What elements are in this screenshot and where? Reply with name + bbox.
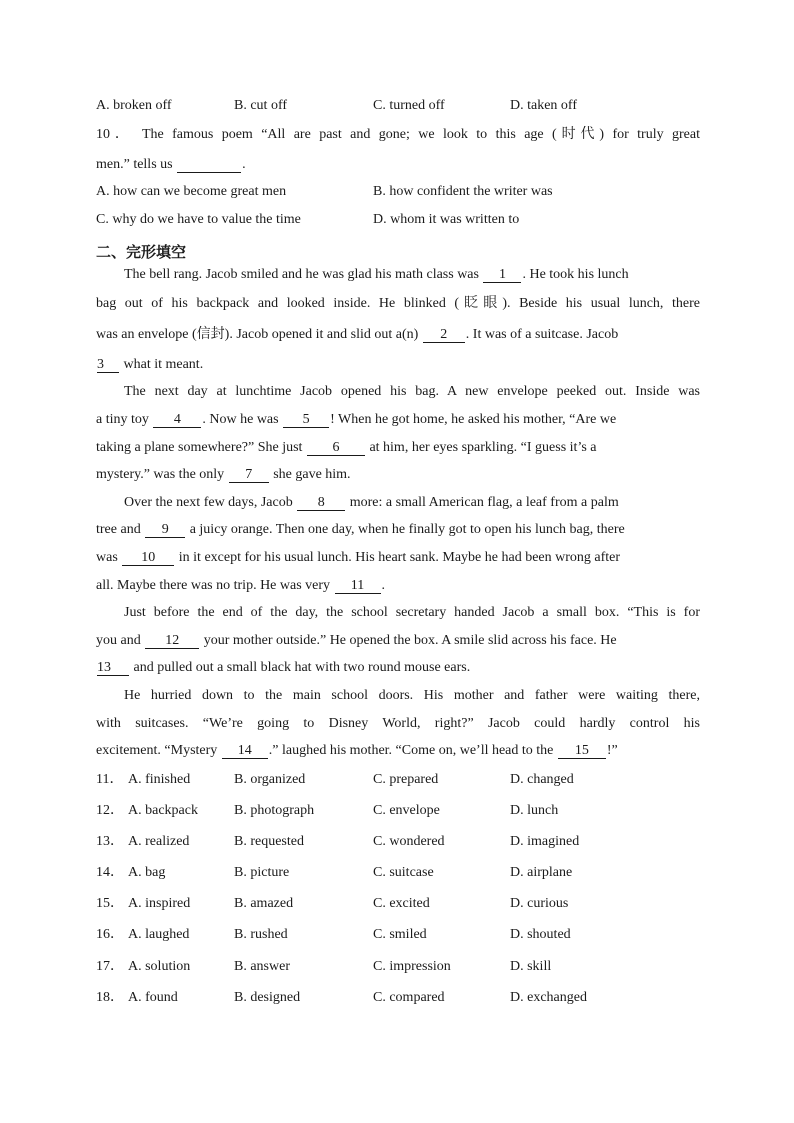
q10-option-a: A. how can we become great men	[96, 184, 287, 199]
option-d: D. exchanged	[510, 990, 587, 1005]
option-b: B. requested	[234, 834, 304, 849]
p5-text: excitement. “Mystery	[96, 743, 221, 758]
option-a: A. finished	[128, 772, 191, 787]
option-d: D. curious	[510, 896, 569, 911]
option-d: D. changed	[510, 772, 574, 787]
p4-text: your mother outside.” He opened the box. A smile slid across his face. He	[200, 633, 617, 648]
p5-line3	[96, 742, 618, 760]
question-number: 11．	[96, 772, 124, 787]
p2-text: . Now he was	[202, 412, 283, 427]
p1-line1	[124, 266, 629, 284]
p5-text: .” laughed his mother. “Come on, we’ll head to the	[268, 743, 557, 758]
p2-text: she gave him.	[269, 467, 351, 482]
p1-text: . It was of a suitcase. Jacob	[465, 327, 619, 342]
option-d: D. skill	[510, 959, 552, 974]
question-number: 15．	[96, 896, 124, 911]
p3-line4	[96, 577, 385, 595]
option-a: A. laughed	[128, 927, 190, 942]
option-d: D. imagined	[510, 834, 580, 849]
p5-line2: with suitcases. “We’re going to Disney World, right?” Jacob could hardly control his	[96, 716, 700, 731]
option-a: A. solution	[128, 959, 191, 974]
p2-text: a tiny toy	[96, 412, 153, 427]
option-b: B. picture	[234, 865, 290, 880]
question-number: 13．	[96, 834, 124, 849]
option-b: B. answer	[234, 959, 290, 974]
p3-text: in it except for his usual lunch. His heart sank. Maybe he had been wrong after	[175, 550, 621, 565]
option-b: B. photograph	[234, 803, 315, 818]
option-d: D. lunch	[510, 803, 559, 818]
option-b: B. organized	[234, 772, 306, 787]
option-c: C. envelope	[373, 803, 440, 818]
p2-line3	[96, 439, 597, 457]
p2-text: ! When he got home, he asked his mother, “Are we	[330, 412, 617, 427]
p1-text: what it meant.	[120, 357, 204, 372]
option-d: D. airplane	[510, 865, 573, 880]
option-c: C. smiled	[373, 927, 427, 942]
p3-text: .	[381, 578, 386, 593]
blank-3: 3	[97, 357, 119, 373]
q10-stem-end: .	[242, 157, 246, 172]
p5-line1: He hurried down to the main school doors. His mother and father were waiting there,	[124, 688, 700, 703]
p1-line4	[96, 356, 203, 374]
blank-10: 10	[122, 550, 174, 566]
p2-line4	[96, 466, 351, 484]
p2-text: at him, her eyes sparkling. “I guess it’s a	[365, 440, 597, 455]
question-number: 17．	[96, 959, 124, 974]
p4-line2	[96, 632, 617, 650]
q10-stem-line1: 10． The famous poem “All are past and gone; we look to this age (时代) for truly great	[96, 127, 700, 142]
option-c: C. suitcase	[373, 865, 434, 880]
question-number: 16．	[96, 927, 124, 942]
option-b: B. designed	[234, 990, 301, 1005]
p1-text: The bell rang. Jacob smiled and he was glad his math class was	[124, 267, 483, 282]
p4-line1: Just before the end of the day, the school secretary handed Jacob a small box. “This is for	[124, 605, 700, 620]
p4-line3	[96, 659, 470, 677]
p3-text: Over the next few days, Jacob	[124, 495, 297, 510]
p1-text: . He took his lunch	[522, 267, 629, 282]
p2-text: taking a plane somewhere?” She just	[96, 440, 306, 455]
p2-text: mystery.” was the only	[96, 467, 228, 482]
option-a: A. inspired	[128, 896, 191, 911]
q10-option-b: B. how confident the writer was	[373, 184, 553, 199]
p3-text: a juicy orange. Then one day, when he finally got to open his lunch bag, there	[186, 522, 625, 537]
option-a: A. realized	[128, 834, 190, 849]
p1-text: was an envelope (信封). Jacob opened it and slid out a(n)	[96, 327, 422, 342]
option-a: A. bag	[128, 865, 166, 880]
p3-line2	[96, 521, 625, 539]
p3-text: all. Maybe there was no trip. He was very	[96, 578, 334, 593]
option-c: C. prepared	[373, 772, 439, 787]
option-c: C. excited	[373, 896, 430, 911]
p3-text: more: a small American flag, a leaf from a palm	[346, 495, 619, 510]
p3-line1	[124, 494, 619, 512]
option-c: C. wondered	[373, 834, 445, 849]
question-number: 14．	[96, 865, 124, 880]
p4-text: and pulled out a small black hat with two round mouse ears.	[130, 660, 471, 675]
blank-11: 11	[335, 578, 381, 594]
option-c: C. compared	[373, 990, 445, 1005]
option-c: C. impression	[373, 959, 451, 974]
blank-7: 7	[229, 467, 269, 483]
option-b: B. amazed	[234, 896, 294, 911]
option-d: D. shouted	[510, 927, 571, 942]
blank-13: 13	[97, 660, 129, 676]
blank-1: 1	[483, 267, 521, 283]
p1-line2: bag out of his backpack and looked inside. He blinked (眨眼). Beside his usual lunch, there	[96, 296, 700, 311]
blank-8: 8	[297, 495, 345, 511]
p3-text: was	[96, 550, 122, 565]
p5-text: !”	[606, 743, 618, 758]
q10-stem-text: men.” tells us	[96, 157, 177, 172]
p1-line3	[96, 326, 618, 344]
q9-option-c: C. turned off	[373, 98, 445, 113]
section-heading: 二、完形填空	[96, 243, 187, 261]
option-a: A. found	[128, 990, 178, 1005]
q9-option-b: B. cut off	[234, 98, 288, 113]
q10-option-c: C. why do we have to value the time	[96, 212, 301, 227]
p2-line1: The next day at lunchtime Jacob opened his bag. A new envelope peeked out. Inside was	[124, 384, 700, 399]
q9-option-a: A. broken off	[96, 98, 172, 113]
p3-text: tree and	[96, 522, 145, 537]
blank-2: 2	[423, 327, 465, 343]
q10-option-d: D. whom it was written to	[373, 212, 520, 227]
q9-option-d: D. taken off	[510, 98, 577, 113]
blank-6: 6	[307, 440, 365, 456]
blank-12: 12	[145, 633, 199, 649]
option-a: A. backpack	[128, 803, 198, 818]
q10-answer-blank	[177, 157, 241, 173]
p2-line2	[96, 411, 616, 429]
question-number: 18．	[96, 990, 124, 1005]
p4-text: you and	[96, 633, 145, 648]
blank-5: 5	[283, 412, 329, 428]
blank-15: 15	[558, 743, 606, 759]
option-b: B. rushed	[234, 927, 288, 942]
q10-stem-line2	[96, 156, 246, 174]
p3-line3	[96, 549, 620, 567]
blank-4: 4	[153, 412, 201, 428]
blank-9: 9	[145, 522, 185, 538]
blank-14: 14	[222, 743, 268, 759]
question-number: 12．	[96, 803, 124, 818]
